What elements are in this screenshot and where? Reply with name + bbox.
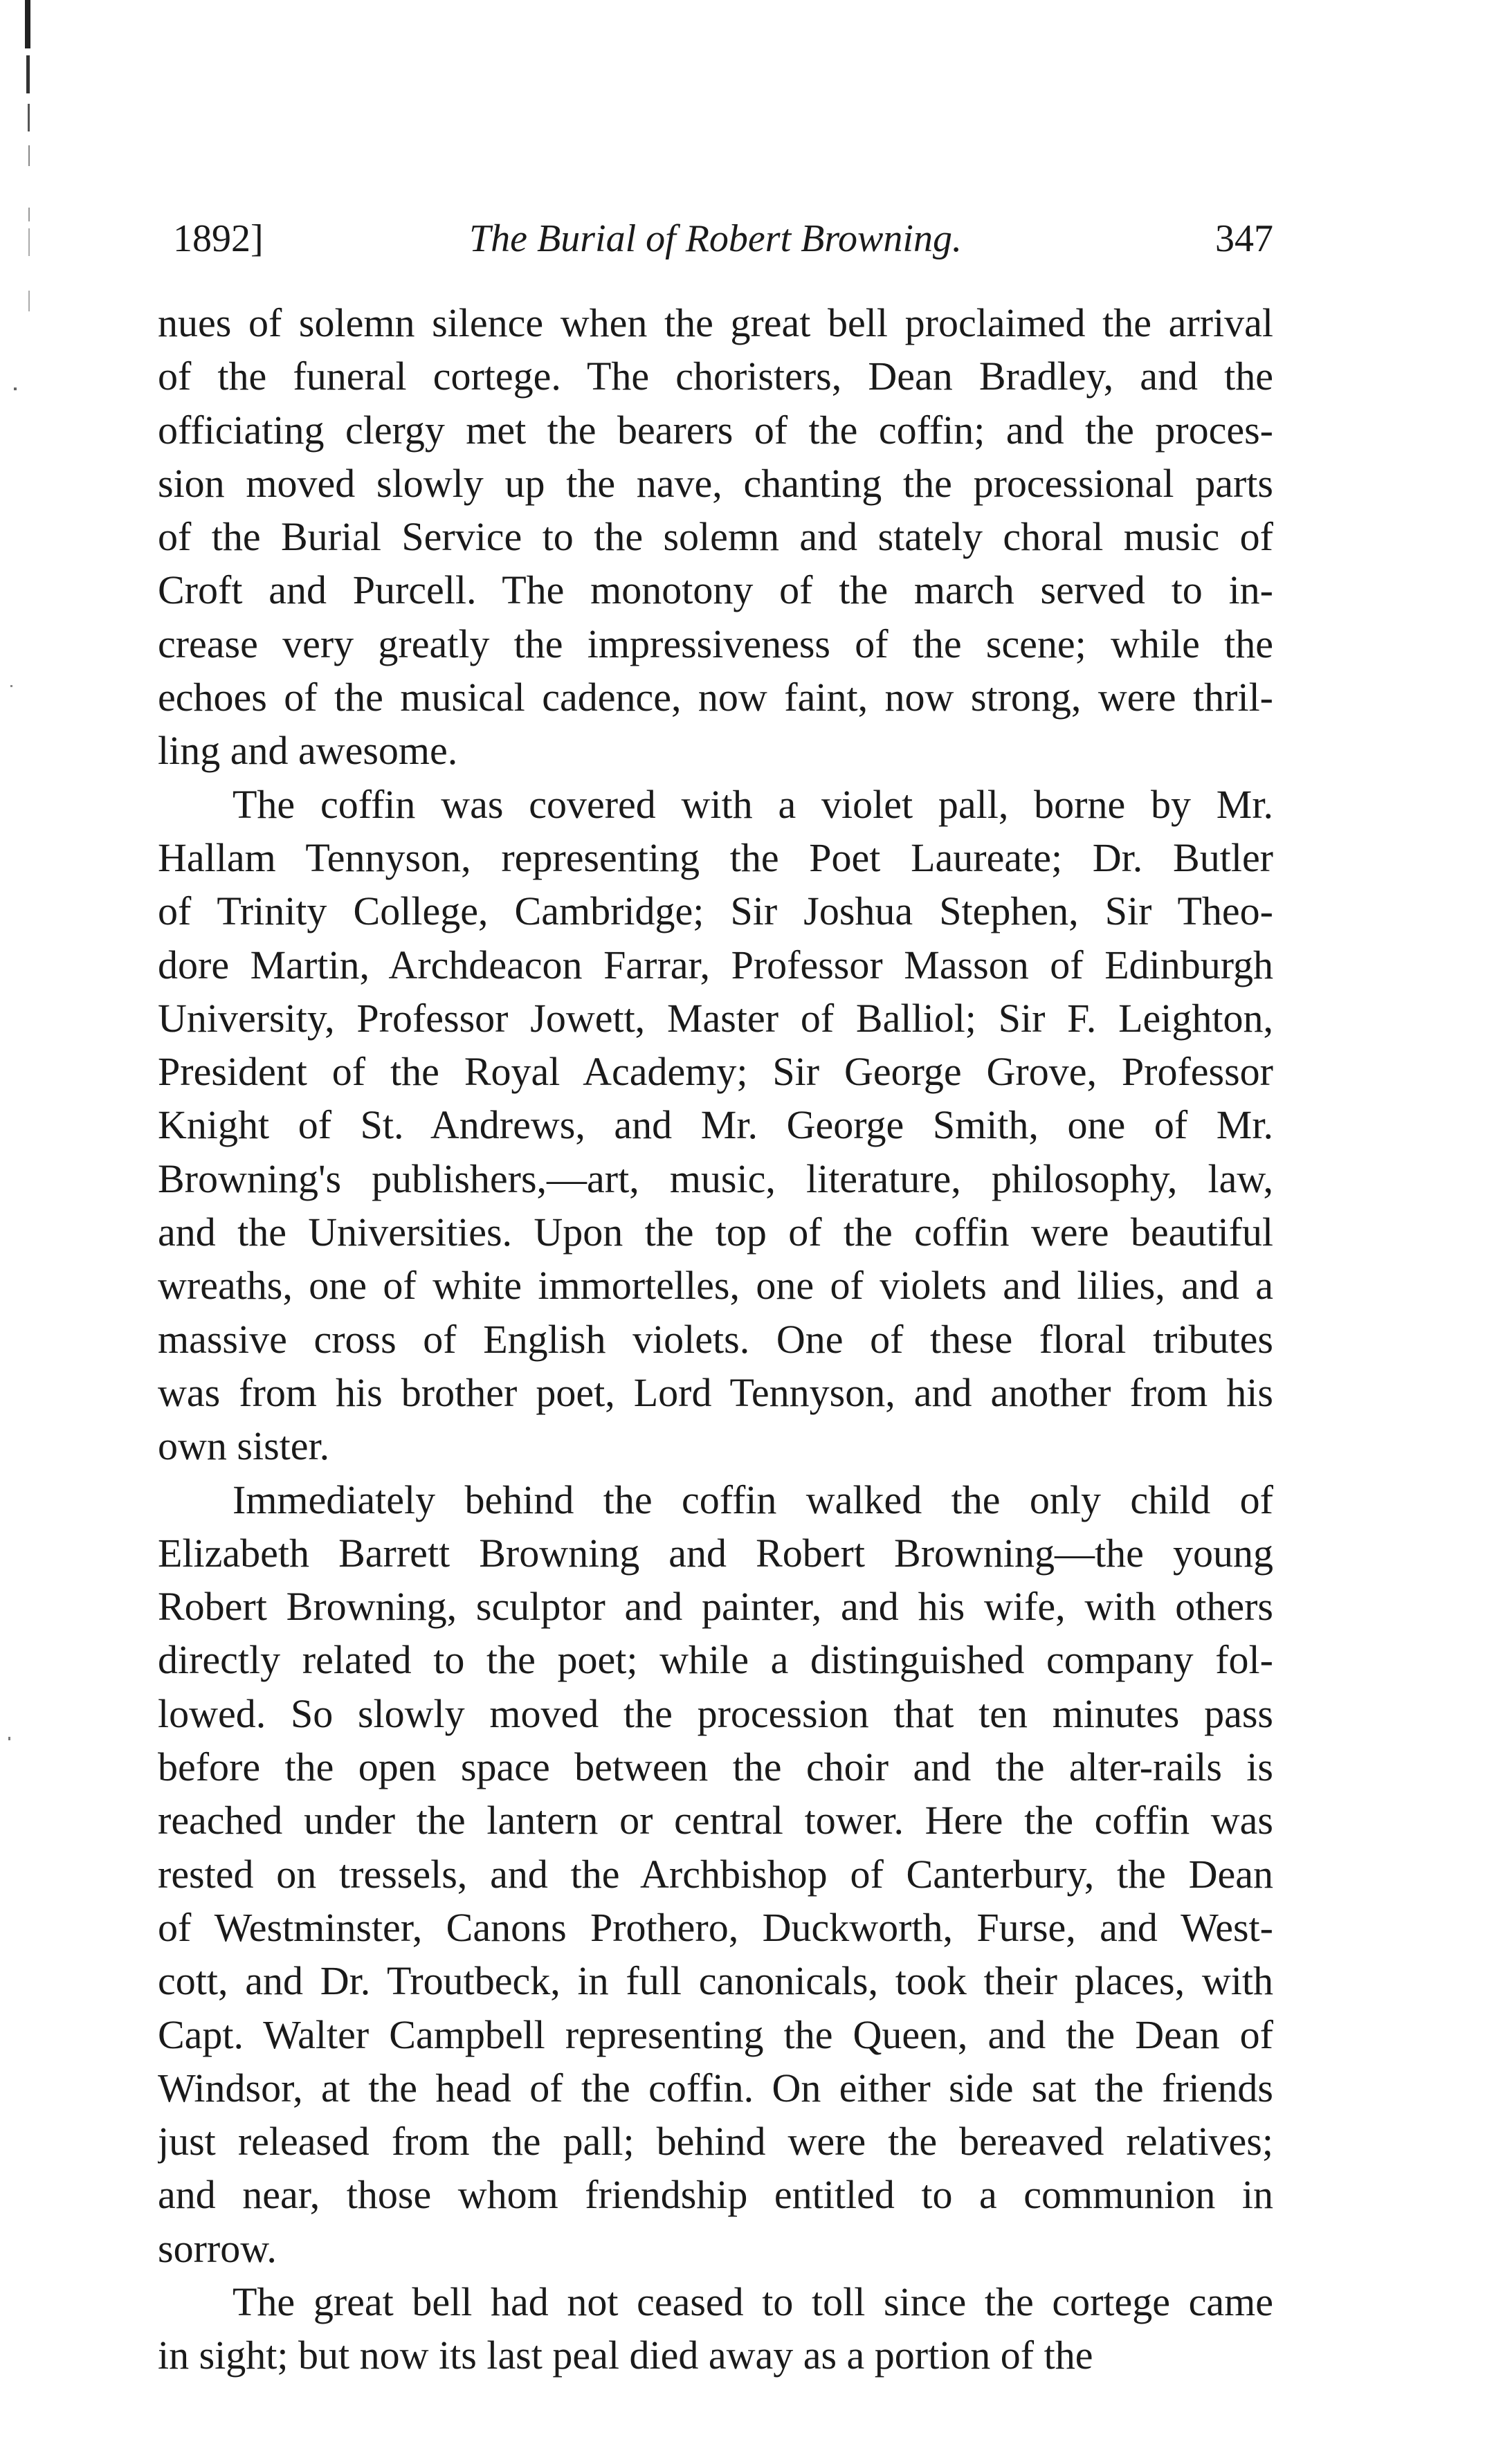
text-line: Windsor, at the head of the coffin. On either side sat the friends bbox=[158, 2065, 1273, 2110]
text-line: Immediately behind the coffin walked the only child of bbox=[233, 1477, 1273, 1522]
text-line: Elizabeth Barrett Browning and Robert Browning—the young bbox=[158, 1530, 1273, 1576]
text-line: officiating clergy met the bearers of the coffin; and the proces- bbox=[158, 407, 1273, 453]
running-head-year: 1892] bbox=[173, 217, 264, 260]
text-line: of Trinity College, Cambridge; Sir Joshua Stephen, Sir Theo- bbox=[158, 888, 1273, 934]
text-line: of Westminster, Canons Prothero, Duckworth, Furse, and West- bbox=[158, 1904, 1273, 1950]
text-line: nues of solemn silence when the great bell proclaimed the arrival bbox=[158, 300, 1273, 345]
text-line: dore Martin, Archdeacon Farrar, Professor Masson of Edinburgh bbox=[158, 942, 1273, 987]
running-head bbox=[158, 208, 1273, 270]
text-line: reached under the lantern or central tower. Here the coffin was bbox=[158, 1798, 1273, 1843]
text-line: massive cross of English violets. One of these floral tributes bbox=[158, 1316, 1273, 1362]
text-line: crease very greatly the impressiveness of the scene; while the bbox=[158, 621, 1273, 666]
text-line: wreaths, one of white immortelles, one of violets and lilies, and a bbox=[158, 1263, 1273, 1308]
text-line: ling and awesome. bbox=[158, 728, 458, 774]
text-line: Capt. Walter Campbell representing the Queen, and the Dean of bbox=[158, 2012, 1273, 2057]
text-line: before the open space between the choir and the alter-rails is bbox=[158, 1744, 1273, 1790]
text-line: sorrow. bbox=[158, 2225, 277, 2271]
text-line: and near, those whom friendship entitled to a communion in bbox=[158, 2172, 1273, 2218]
paragraph bbox=[158, 1473, 1273, 2275]
paragraph bbox=[158, 2275, 1273, 2382]
text-line: President of the Royal Academy; Sir George Grove, Professor bbox=[158, 1049, 1273, 1095]
text-line: just released from the pall; behind were the bereaved relatives; bbox=[158, 2119, 1273, 2164]
text-line: was from his brother poet, Lord Tennyson, and another from his bbox=[158, 1369, 1273, 1415]
text-line: Robert Browning, sculptor and painter, and his wife, with others bbox=[158, 1584, 1273, 1630]
paragraph bbox=[158, 778, 1273, 1473]
text-line: lowed. So slowly moved the procession that ten minutes pass bbox=[158, 1690, 1273, 1736]
text-line: rested on tressels, and the Archbishop of Canterbury, the Dean bbox=[158, 1851, 1273, 1897]
text-line: Browning's publishers,—art, music, literature, philosophy, law, bbox=[158, 1156, 1273, 1201]
text-line: sion moved slowly up the nave, chanting the processional parts bbox=[158, 460, 1273, 506]
text-line: directly related to the poet; while a distinguished company fol- bbox=[158, 1637, 1273, 1683]
text-line: cott, and Dr. Troutbeck, in full canonicals, took their places, with bbox=[158, 1958, 1273, 2004]
text-line: The great bell had not ceased to toll since the cortege came bbox=[233, 2279, 1273, 2324]
paragraph bbox=[158, 296, 1273, 778]
text-line: Croft and Purcell. The monotony of the march served to in- bbox=[158, 567, 1273, 613]
text-line: University, Professor Jowett, Master of Balliol; Sir F. Leighton, bbox=[158, 995, 1273, 1041]
page-number: 347 bbox=[1215, 217, 1273, 260]
text-line: The coffin was covered with a violet pall, borne by Mr. bbox=[233, 781, 1273, 827]
text-line: Hallam Tennyson, representing the Poet Laureate; Dr. Butler bbox=[158, 835, 1273, 880]
scan-edge-artifacts bbox=[0, 0, 42, 2462]
book-page bbox=[158, 208, 1273, 2382]
text-line: and the Universities. Upon the top of the coffin were beautiful bbox=[158, 1210, 1273, 1255]
text-line: of the Burial Service to the solemn and stately choral music of bbox=[158, 514, 1273, 560]
text-line: in sight; but now its last peal died away as a portion of the bbox=[158, 2333, 1093, 2378]
text-line: echoes of the musical cadence, now faint, now strong, were thril- bbox=[158, 675, 1273, 720]
text-line: Knight of St. Andrews, and Mr. George Smith, one of Mr. bbox=[158, 1102, 1273, 1148]
running-head-title: The Burial of Robert Browning. bbox=[469, 217, 962, 260]
text-line: own sister. bbox=[158, 1423, 330, 1469]
body-text bbox=[158, 296, 1273, 2382]
text-line: of the funeral cortege. The choristers, Dean Bradley, and the bbox=[158, 354, 1273, 399]
